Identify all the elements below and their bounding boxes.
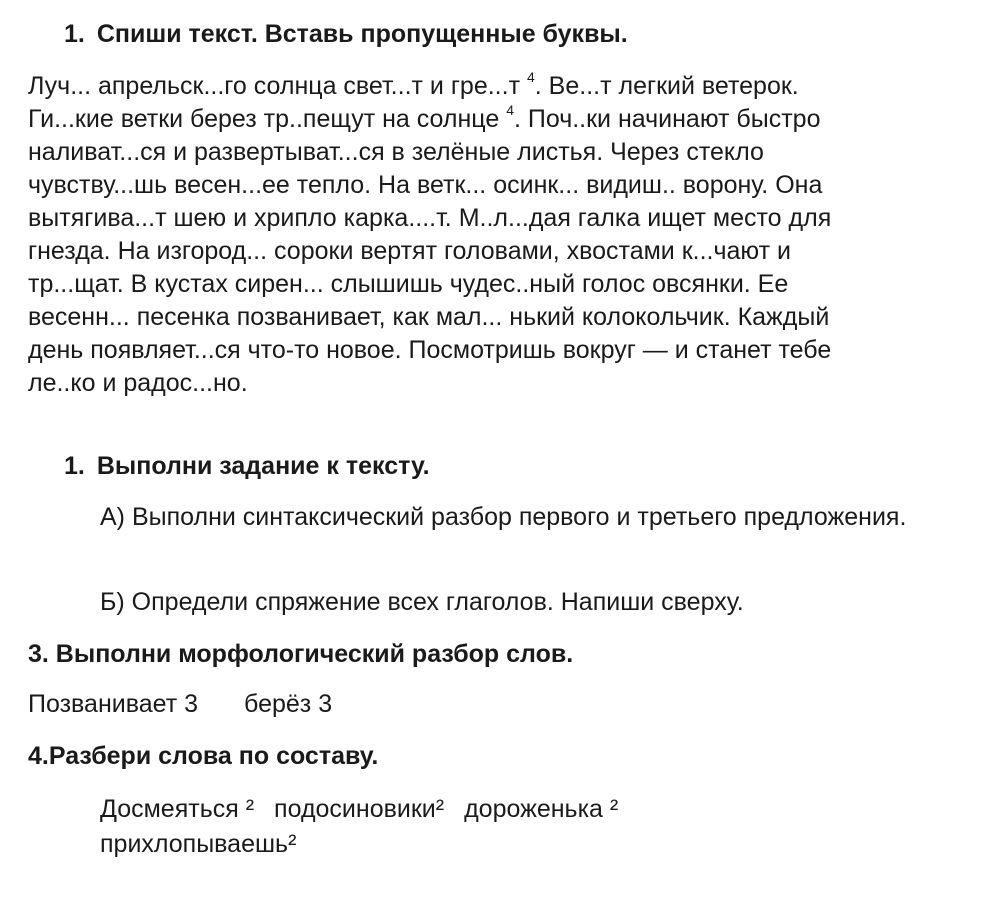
text-line-content: Ги...кие ветки берез тр..пещут на солнце	[28, 105, 507, 133]
word: Досмеяться	[100, 795, 239, 823]
text-line: весенн... песенка позванивает, как мал... нький колокольчик. Каждый	[28, 303, 830, 331]
word-mark: 3	[318, 690, 333, 718]
footnote-mark: 4	[526, 69, 535, 85]
text-line-content: . Ве...т легкий ветерок.	[534, 72, 799, 100]
word-mark: ²	[245, 795, 255, 823]
text-line: день появляет...ся что-то новое. Посмотришь вокруг — и станет тебе	[28, 336, 832, 364]
word: берёз	[244, 690, 312, 718]
task-3-word-list	[28, 690, 332, 719]
task-4-word-list	[100, 792, 960, 862]
word: дороженька	[464, 795, 603, 823]
text-line: наливат...ся и развертыват...ся в зелёные листья. Через стекло	[28, 138, 764, 166]
task-2-heading	[64, 452, 430, 481]
text-line: чувству...шь весен...ее тепло. На ветк... осинк... видиш.. ворону. Она	[28, 171, 823, 199]
text-line-content: . Поч..ки начинают быстро	[513, 105, 821, 133]
text-line: ле..ко и радос...но.	[28, 369, 248, 397]
task-3-heading: 3. Выполни морфологический разбор слов.	[28, 640, 574, 668]
word-mark: ²	[435, 795, 445, 823]
task-1-heading	[64, 20, 628, 49]
task-2-number: 1.	[64, 452, 85, 480]
text-line: тр...щат. В кустах сирен... слышишь чудес..ный голос овсянки. Ее	[28, 270, 789, 298]
word: прихлопываешь	[100, 830, 289, 858]
footnote-mark: 4	[506, 102, 514, 118]
task-1-number: 1.	[64, 20, 85, 48]
word: Позванивает	[28, 690, 178, 718]
exercise-text	[28, 70, 978, 400]
word: подосиновики	[274, 795, 436, 823]
task-2-title: Выполни задание к тексту.	[96, 452, 430, 480]
word-mark: 3	[184, 690, 199, 718]
text-line	[28, 103, 978, 136]
task-4-heading: 4.Разбери слова по составу.	[28, 742, 379, 770]
word-mark: ²	[288, 830, 297, 858]
text-line: гнезда. На изгород... сороки вертят головами, хвостами к...чают и	[28, 237, 791, 265]
text-line-content: Луч... апрельск...го солнца свет...т и гре...т	[28, 72, 527, 100]
word-mark: ²	[609, 795, 619, 823]
task-2-item-a: А) Выполни синтаксический разбор первого и третьего предложения.	[100, 503, 907, 531]
text-line	[28, 70, 978, 103]
text-line: вытягива...т шею и хрипло карка....т. М..л...дая галка ищет место для	[28, 204, 832, 232]
task-1-title: Спиши текст. Вставь пропущенные буквы.	[96, 20, 628, 48]
task-2-item-b: Б) Определи спряжение всех глаголов. Напиши сверху.	[100, 588, 744, 616]
